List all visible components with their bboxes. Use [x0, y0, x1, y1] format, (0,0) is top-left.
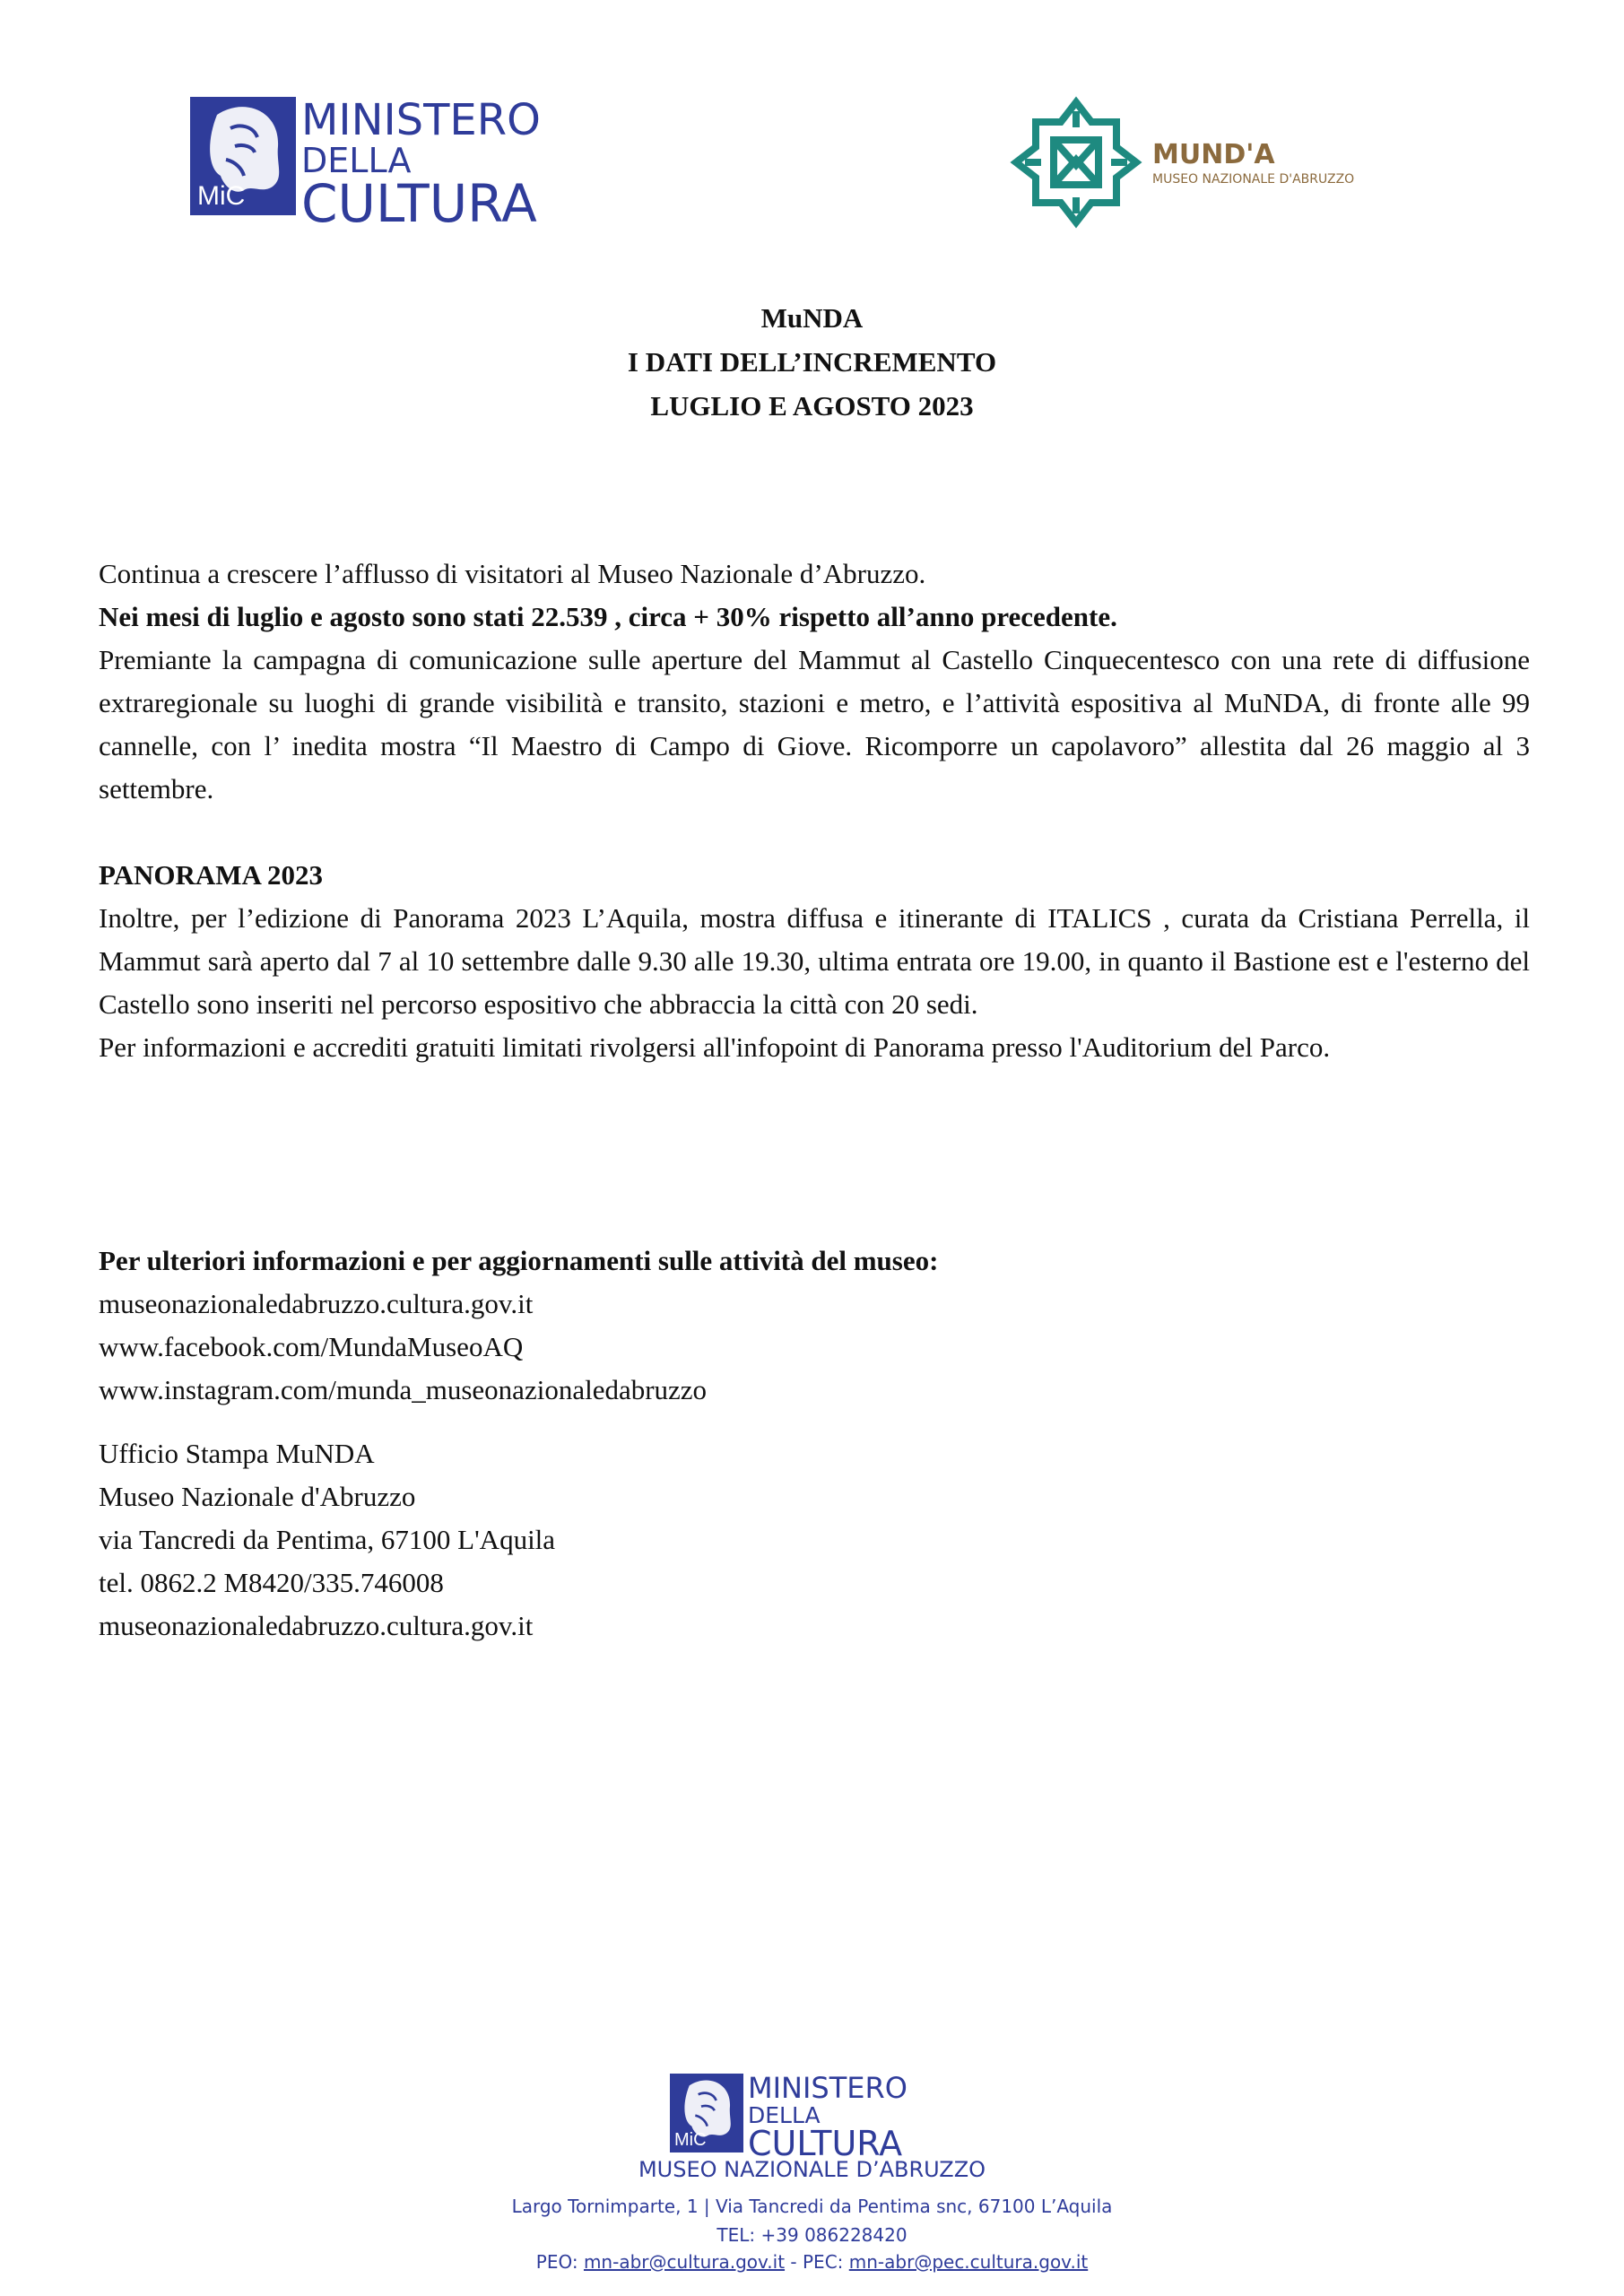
- panorama-heading: PANORAMA 2023: [99, 859, 323, 891]
- title-line3: LUGLIO E AGOSTO 2023: [650, 390, 974, 422]
- ministero-cultura-logo: [190, 95, 541, 234]
- footer-telephone: TEL: +39 086228420: [716, 2224, 908, 2246]
- press-office-section: [99, 1432, 1530, 1648]
- more-info-heading: Per ulteriori informazioni e per aggiornamenti sulle attività del museo:: [99, 1245, 939, 1276]
- mic-line1: MINISTERO: [301, 95, 541, 145]
- panorama-paragraph-1: Inoltre, per l’edizione di Panorama 2023 L’Aquila, mostra diffusa e itinerante di ITALICS , curata da Cristiana Perrella, il Mammut sarà aperto dal 7 al 10 settembre dalle 9.30 alle 19.30, ultima entrata ore 19.00, in quanto il Bastione est e l'esterno del Castello sono inseriti nel percorso espositivo che abbraccia la città con 20 sedi.: [99, 902, 1530, 1020]
- press-office-museum: Museo Nazionale d'Abruzzo: [99, 1481, 416, 1512]
- intro-section: [99, 552, 1530, 811]
- footer-mic-line2: DELLA: [748, 2102, 821, 2128]
- footer-ministero-cultura-logo: [670, 2071, 908, 2163]
- facebook-link[interactable]: www.facebook.com/MundaMuseoAQ: [99, 1331, 524, 1362]
- mic-wordmark: [301, 95, 541, 234]
- footer-museum-name: MUSEO NAZIONALE D’ABRUZZO: [638, 2157, 986, 2182]
- panorama-section: [99, 854, 1530, 1069]
- munda-name: MUND'A: [1152, 138, 1275, 170]
- peo-label: PEO:: [535, 2251, 584, 2273]
- footer-mic-wordmark: [748, 2071, 908, 2163]
- website-link[interactable]: museonazionaledabruzzo.cultura.gov.it: [99, 1288, 534, 1319]
- footer-mic-line1: MINISTERO: [748, 2071, 908, 2105]
- intro-paragraph-3: Premiante la campagna di comunicazione sulle aperture del Mammut al Castello Cinquecentesco con una rete di diffusione extraregionale su luoghi di grande visibilità e transito, stazioni e metro, e l’attività espositiva al MuNDA, di fronte alle 99 cannelle, con l’ inedita mostra “Il Maestro di Campo di Giove. Ricomporre un capolavoro” allestita dal 26 maggio al 3 settembre.: [99, 644, 1530, 804]
- pec-label: - PEC:: [785, 2251, 849, 2273]
- footer-mic-emblem: [670, 2074, 743, 2152]
- footer-email-line: [0, 2251, 1624, 2273]
- document-title: [0, 296, 1624, 428]
- press-office-address: via Tancredi da Pentima, 67100 L'Aquila: [99, 1524, 556, 1555]
- intro-paragraph-1: Continua a crescere l’afflusso di visitatori al Museo Nazionale d’Abruzzo.: [99, 558, 926, 589]
- more-info-section: [99, 1239, 1530, 1412]
- mic-abbreviation: MiC: [197, 181, 246, 211]
- panorama-paragraph-2: Per informazioni e accrediti gratuiti limitati rivolgersi all'infopoint di Panorama presso l'Auditorium del Parco.: [99, 1031, 1331, 1063]
- munda-logo: [1009, 95, 1354, 230]
- footer-mic-abbreviation: MiC: [674, 2130, 707, 2150]
- mic-line3: CULTURA: [301, 173, 537, 234]
- press-office-phone: tel. 0862.2 M8420/335.746008: [99, 1567, 444, 1598]
- press-office-name: Ufficio Stampa MuNDA: [99, 1438, 375, 1469]
- instagram-link[interactable]: www.instagram.com/munda_museonazionaledabruzzo: [99, 1374, 708, 1405]
- footer-address: Largo Tornimparte, 1 | Via Tancredi da Pentima snc, 67100 L’Aquila: [511, 2196, 1113, 2217]
- footer-mic-line3: CULTURA: [748, 2124, 903, 2163]
- press-office-website[interactable]: museonazionaledabruzzo.cultura.gov.it: [99, 1610, 534, 1641]
- pec-email-link[interactable]: mn-abr@pec.cultura.gov.it: [848, 2251, 1089, 2273]
- munda-emblem-icon: [1009, 95, 1143, 230]
- munda-subtitle: MUSEO NAZIONALE D'ABRUZZO: [1152, 171, 1355, 187]
- peo-email-link[interactable]: mn-abr@cultura.gov.it: [583, 2251, 786, 2273]
- intro-paragraph-2: Nei mesi di luglio e agosto sono stati 22.539 , circa + 30% rispetto all’anno precedente.: [99, 601, 1117, 632]
- mic-line2: DELLA: [301, 141, 412, 180]
- munda-wordmark: [1152, 139, 1354, 187]
- title-line1: MuNDA: [760, 302, 864, 334]
- mic-emblem: [190, 97, 296, 215]
- title-line2: I DATI DELL’INCREMENTO: [627, 346, 997, 378]
